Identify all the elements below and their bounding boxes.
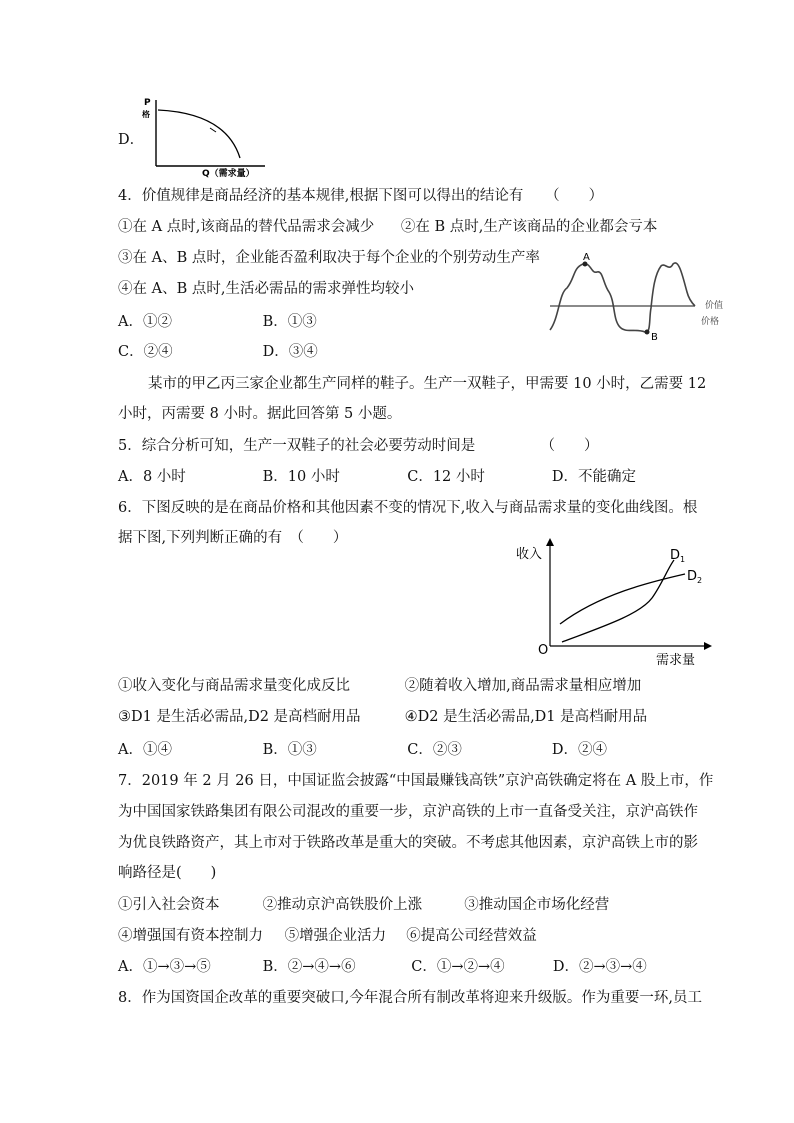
- q3-option-d-label: D．: [118, 132, 145, 148]
- price-curve: [550, 263, 695, 332]
- q6-statement-4: ④D2 是生活必需品,D1 是高档耐用品: [404, 709, 648, 725]
- q5-options: [118, 467, 636, 487]
- q6-income-demand-figure: [510, 536, 720, 666]
- q7-option-b: B．②→④→⑥: [262, 959, 356, 975]
- q4-stem: 4．价值规律是商品经济的基本规律,根据下图可以得出的结论有 （ ）: [118, 188, 604, 204]
- q8-stem-line1: 8．作为国资国企改革的重要突破口,今年混合所有制改革将迎来升级版。作为重要一环,员工: [118, 990, 702, 1006]
- q7-options: [118, 957, 647, 977]
- q6-stem-line2: 据下图,下列判断正确的有 （ ）: [118, 530, 348, 546]
- price-label: 价格: [701, 317, 720, 327]
- q4-option-c: C．②④: [118, 344, 173, 360]
- q7-option-c: C．①→②→④: [411, 959, 505, 975]
- q4-statement-1: ①在 A 点时,该商品的替代品需求会减少: [118, 219, 375, 235]
- q6-y-label: 收入: [516, 547, 543, 562]
- q6-statement-3: ③D1 是生活必需品,D2 是高档耐用品: [118, 709, 361, 725]
- q6-y-arrow: [546, 538, 554, 546]
- p-axis-sub: 格: [142, 110, 150, 119]
- q4-option-d: D．③④: [262, 344, 318, 360]
- q4-statement-3: ③在 A、B 点时，企业能否盈利取决于每个企业的个别劳动生产率: [118, 250, 540, 266]
- point-b-marker: [645, 330, 650, 335]
- q7-stem-line2: 为中国国家铁路集团有限公司混改的重要一步，京沪高铁的上市一直备受关注，京沪高铁作: [118, 804, 698, 820]
- q4-options-row1: [118, 312, 317, 332]
- q7-statement-1: ①引入社会资本: [118, 897, 220, 913]
- q5-stem: 5．综合分析可知，生产一双鞋子的社会必要劳动时间是 （ ）: [118, 438, 599, 454]
- q4-options-row2: [118, 342, 318, 362]
- q3-option-d-graph: [140, 96, 270, 178]
- q5-option-c: C．12 小时: [407, 469, 485, 485]
- q6-x-arrow: [704, 642, 712, 650]
- d2-label: $D_2$: [687, 569, 703, 585]
- q6-option-d: D．②④: [551, 742, 607, 758]
- q6-statements-row1: [118, 676, 641, 696]
- value-label: 价值: [705, 301, 724, 311]
- passage5-line1: 某市的甲乙丙三家企业都生产同样的鞋子。生产一双鞋子，甲需要 10 小时，乙需要 12: [148, 376, 707, 392]
- q6-option-a: A．①④: [118, 742, 172, 758]
- q7-statements-row2: [118, 926, 537, 946]
- q7-statement-6: ⑥提高公司经营效益: [406, 928, 537, 944]
- q6-statement-2: ②随着收入增加,商品需求量相应增加: [404, 678, 642, 694]
- q7-stem-line4: 响路径是( ): [118, 865, 217, 881]
- q6-options: [118, 740, 607, 760]
- q6-statement-1: ①收入变化与商品需求量变化成反比: [118, 678, 350, 694]
- q5-option-a: A．8 小时: [118, 469, 186, 485]
- d1-label: $D_1$: [670, 548, 686, 564]
- q6-origin-label: O: [538, 643, 549, 658]
- point-b-label: B: [651, 332, 658, 343]
- q6-option-b: B．①③: [262, 742, 317, 758]
- q5-option-b: B．10 小时: [262, 469, 340, 485]
- q7-statement-3: ③推动国企市场化经营: [464, 897, 610, 913]
- demand-curve: [158, 110, 240, 158]
- q4-option-a: A．①②: [118, 314, 172, 330]
- q4-statement-4: ④在 A、B 点时,生活必需品的需求弹性均较小: [118, 281, 414, 297]
- q6-option-c: C．②③: [407, 742, 462, 758]
- q7-statement-2: ②推动京沪高铁股价上涨: [262, 897, 423, 913]
- q4-option-b: B．①③: [262, 314, 317, 330]
- q6-statements-row2: [118, 707, 647, 727]
- q4-value-price-figure: [545, 248, 730, 343]
- q-axis-label: Q（需求量）: [202, 169, 255, 178]
- passage5-line2: 小时，丙需要 8 小时。据此回答第 5 小题。: [118, 406, 402, 422]
- q7-statement-5: ⑤增强企业活力: [284, 928, 387, 944]
- q7-statement-4: ④增强国有资本控制力: [118, 928, 263, 944]
- q6-x-label: 需求量: [656, 653, 696, 666]
- q7-stem-line3: 为优良铁路资产，其上市对于铁路改革是重大的突破。不考虑其他因素，京沪高铁上市的影: [118, 835, 698, 851]
- d2-curve: [560, 574, 685, 624]
- q7-stem-line1: 7．2019 年 2 月 26 日，中国证监会披露“中国最赚钱高铁”京沪高铁确定将在 A 股上市，作: [118, 773, 714, 789]
- d1-curve: [562, 560, 674, 642]
- p-axis-label: P: [144, 98, 151, 108]
- q7-statements-row1: [118, 895, 609, 915]
- point-a-label: A: [583, 252, 590, 263]
- q4-statements-row1: [118, 217, 657, 237]
- q4-statement-2: ②在 B 点时,生产该商品的企业都会亏本: [400, 219, 658, 235]
- q7-option-d: D．②→③→④: [552, 959, 647, 975]
- q6-stem-line1: 6．下图反映的是在商品价格和其他因素不变的情况下,收入与商品需求量的变化曲线图。根: [118, 500, 698, 516]
- q5-option-d: D．不能确定: [551, 469, 636, 485]
- curve-tick: [210, 128, 216, 132]
- q7-option-a: A．①→③→⑤: [118, 959, 211, 975]
